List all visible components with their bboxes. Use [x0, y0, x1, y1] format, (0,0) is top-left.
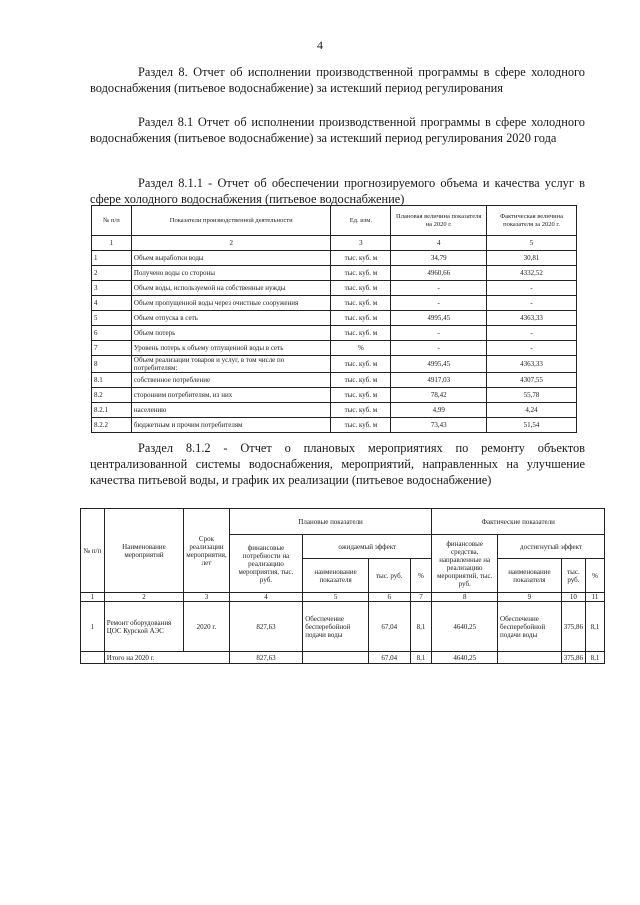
planned-value: -: [391, 326, 487, 341]
t2-total-label: Итого на 2020 г.: [104, 652, 229, 664]
t2-total-pct-plan: 8,1: [410, 652, 432, 664]
unit: тыс. куб. м: [331, 311, 391, 326]
colnum: 5: [487, 236, 577, 251]
row-number: 8.2: [92, 388, 132, 403]
t2-h-effect-name: наименование показателя: [303, 559, 369, 593]
table-row: [92, 373, 577, 388]
actual-value: 55,78: [487, 388, 577, 403]
page-number: 4: [317, 38, 323, 52]
t2-row-num: 1: [81, 602, 105, 652]
planned-value: 4,99: [391, 403, 487, 418]
unit: тыс. куб. м: [331, 418, 391, 433]
t2-row-pct-plan: 8,1: [410, 602, 432, 652]
table1-header: Показатели производственной деятельности: [131, 206, 331, 236]
row-number: 5: [92, 311, 132, 326]
row-number: 2: [92, 266, 132, 281]
t2-h-effect-name-act: наименование показателя: [498, 559, 562, 593]
colnum: 8: [432, 593, 498, 602]
section-8-1-2-text: Раздел 8.1.2 - Отчет о плановых мероприятиях по ремонту объектов централизованной системы водоснабжения, мероприятий, направленных на улучшение качества питьевой воды, и график их реализации (питьевое водоснабжение): [90, 441, 585, 487]
row-number: 7: [92, 341, 132, 356]
t2-h-fin-act: финансовые средства, направленные на реализацию мероприятий, тыс. руб.: [432, 535, 498, 593]
row-number: 1: [92, 251, 132, 266]
row-number: 4: [92, 296, 132, 311]
planned-value: 4917,03: [391, 373, 487, 388]
t2-h-effect-act: достигнутый эффект: [498, 535, 605, 559]
colnum: 5: [303, 593, 369, 602]
t2-row-pct-act: 8,1: [586, 602, 605, 652]
t2-total-tys-act: 375,86: [561, 652, 585, 664]
colnum: 6: [368, 593, 410, 602]
table-row: [92, 251, 577, 266]
colnum: 3: [331, 236, 391, 251]
t2-h-effect-plan: ожидаемый эффект: [303, 535, 432, 559]
t2-total-empty: [303, 652, 369, 664]
table1-colnum-row: [92, 236, 577, 251]
section-8-text: Раздел 8. Отчет об исполнении производственной программы в сфере холодного водоснабжения (питьевое водоснабжение) за истекший период регулирования: [90, 65, 585, 95]
indicator-name: Объем выработки воды: [131, 251, 331, 266]
actual-value: 30,81: [487, 251, 577, 266]
indicator-name: собственное потребление: [131, 373, 331, 388]
unit: тыс. куб. м: [331, 296, 391, 311]
t2-h-planned: Плановые показатели: [229, 509, 432, 535]
section-8-1-1-text: Раздел 8.1.1 - Отчет об обеспечении прогнозируемого объема и качества услуг в сфере холодного водоснабжения (питьевое водоснабжение): [90, 176, 585, 206]
table-row: [92, 266, 577, 281]
table-row: [92, 296, 577, 311]
row-number: 8.2.1: [92, 403, 132, 418]
t2-row-effect-act: Обеспечение бесперебойной подачи воды: [498, 602, 562, 652]
colnum: 2: [104, 593, 183, 602]
t2-data-row: [81, 602, 605, 652]
t2-h-term: Срок реализации мероприятия, лет: [184, 509, 230, 593]
unit: тыс. куб. м: [331, 251, 391, 266]
t2-total-tys-plan: 67,04: [368, 652, 410, 664]
planned-value: 4995,45: [391, 311, 487, 326]
t2-h-tys: тыс. руб.: [368, 559, 410, 593]
t2-total-row: [81, 652, 605, 664]
colnum: 4: [229, 593, 302, 602]
unit: тыс. куб. м: [331, 266, 391, 281]
unit: тыс. куб. м: [331, 373, 391, 388]
table-row: [92, 418, 577, 433]
actual-value: -: [487, 326, 577, 341]
table-row: [92, 311, 577, 326]
actual-value: 4307,55: [487, 373, 577, 388]
indicator-name: Получено воды со стороны: [131, 266, 331, 281]
section-8-1-2-heading: [90, 440, 585, 488]
indicator-name: Объем реализации товаров и услуг, в том числе по потребителям:: [131, 356, 331, 373]
t2-total-fin-act: 4640,25: [432, 652, 498, 664]
section-8-1-1-heading: [90, 175, 585, 207]
actual-value: -: [487, 296, 577, 311]
colnum: 4: [391, 236, 487, 251]
unit: тыс. куб. м: [331, 281, 391, 296]
t2-row-fin-plan: 827,63: [229, 602, 302, 652]
planned-value: 73,43: [391, 418, 487, 433]
t2-h-name: Наименование мероприятий: [104, 509, 183, 593]
unit: тыс. куб. м: [331, 388, 391, 403]
table-row: [92, 403, 577, 418]
table1-header: Плановая величина показателя на 2020 г.: [391, 206, 487, 236]
t2-h-tys-act: тыс. руб.: [561, 559, 585, 593]
section-8-1-heading: [90, 114, 585, 146]
t2-h-fin-plan: финансовые потребности на реализацию мероприятия, тыс. руб.: [229, 535, 302, 593]
indicator-name: бюджетным и прочим потребителям: [131, 418, 331, 433]
planned-value: -: [391, 341, 487, 356]
t2-colnum-row: [81, 593, 605, 602]
t2-h-pct-act: %: [586, 559, 605, 593]
actual-value: 4332,52: [487, 266, 577, 281]
row-number: 8.1: [92, 373, 132, 388]
table-row: [92, 341, 577, 356]
planned-value: 4960,66: [391, 266, 487, 281]
row-number: 3: [92, 281, 132, 296]
table1-header-row: [92, 206, 577, 236]
t2-h-pct: %: [410, 559, 432, 593]
t2-row-fin-act: 4640,25: [432, 602, 498, 652]
section-8-heading: [90, 64, 585, 96]
t2-h-actual: Фактические показатели: [432, 509, 605, 535]
colnum: 7: [410, 593, 432, 602]
colnum: 1: [81, 593, 105, 602]
t2-total-empty: [81, 652, 105, 664]
actual-value: -: [487, 341, 577, 356]
row-number: 8: [92, 356, 132, 373]
table-row: [92, 281, 577, 296]
actual-value: 4363,33: [487, 356, 577, 373]
planned-value: 34,79: [391, 251, 487, 266]
actual-value: 4363,33: [487, 311, 577, 326]
colnum: 2: [131, 236, 331, 251]
unit: тыс. куб. м: [331, 356, 391, 373]
t2-row-term: 2020 г.: [184, 602, 230, 652]
planned-value: -: [391, 281, 487, 296]
t2-h-num: № п/п: [81, 509, 105, 593]
table-row: [92, 356, 577, 373]
table1-header: Фактическая величина показателя за 2020 г.: [487, 206, 577, 236]
t2-total-empty: [498, 652, 562, 664]
unit: тыс. куб. м: [331, 326, 391, 341]
indicator-name: Объем пропущенной воды через очистные сооружения: [131, 296, 331, 311]
actual-value: -: [487, 281, 577, 296]
table-row: [92, 388, 577, 403]
t2-row-tys-plan: 67,04: [368, 602, 410, 652]
section-8-1-text: Раздел 8.1 Отчет об исполнении производственной программы в сфере холодного водоснабжения (питьевое водоснабжение) за истекший период регулирования 2020 года: [90, 115, 585, 145]
unit: %: [331, 341, 391, 356]
measures-table: [80, 508, 605, 664]
colnum: 3: [184, 593, 230, 602]
row-number: 8.2.2: [92, 418, 132, 433]
planned-value: 4995,45: [391, 356, 487, 373]
planned-value: -: [391, 296, 487, 311]
colnum: 10: [561, 593, 585, 602]
t2-row-tys-act: 375,86: [561, 602, 585, 652]
indicator-name: Объем потерь: [131, 326, 331, 341]
production-indicators-table: [91, 205, 577, 433]
indicator-name: Объем отпуска в сеть: [131, 311, 331, 326]
actual-value: 51,54: [487, 418, 577, 433]
planned-value: 78,42: [391, 388, 487, 403]
row-number: 6: [92, 326, 132, 341]
table1-header: № п/п: [92, 206, 132, 236]
t2-row-effect-plan: Обеспечение бесперебойной подачи воды: [303, 602, 369, 652]
table1-header: Ед. изм.: [331, 206, 391, 236]
colnum: 9: [498, 593, 562, 602]
table-row: [92, 326, 577, 341]
indicator-name: Уровень потерь к объему отпущенной воды в сеть: [131, 341, 331, 356]
indicator-name: Объем воды, используемой на собственные нужды: [131, 281, 331, 296]
t2-total-pct-act: 8,1: [586, 652, 605, 664]
actual-value: 4,24: [487, 403, 577, 418]
t2-row-name: Ремонт оборудования ЦОС Курской АЭС: [104, 602, 183, 652]
unit: тыс. куб. м: [331, 403, 391, 418]
indicator-name: населению: [131, 403, 331, 418]
colnum: 1: [92, 236, 132, 251]
colnum: 11: [586, 593, 605, 602]
t2-total-fin-plan: 827,63: [229, 652, 302, 664]
indicator-name: сторонним потребителям, из них: [131, 388, 331, 403]
